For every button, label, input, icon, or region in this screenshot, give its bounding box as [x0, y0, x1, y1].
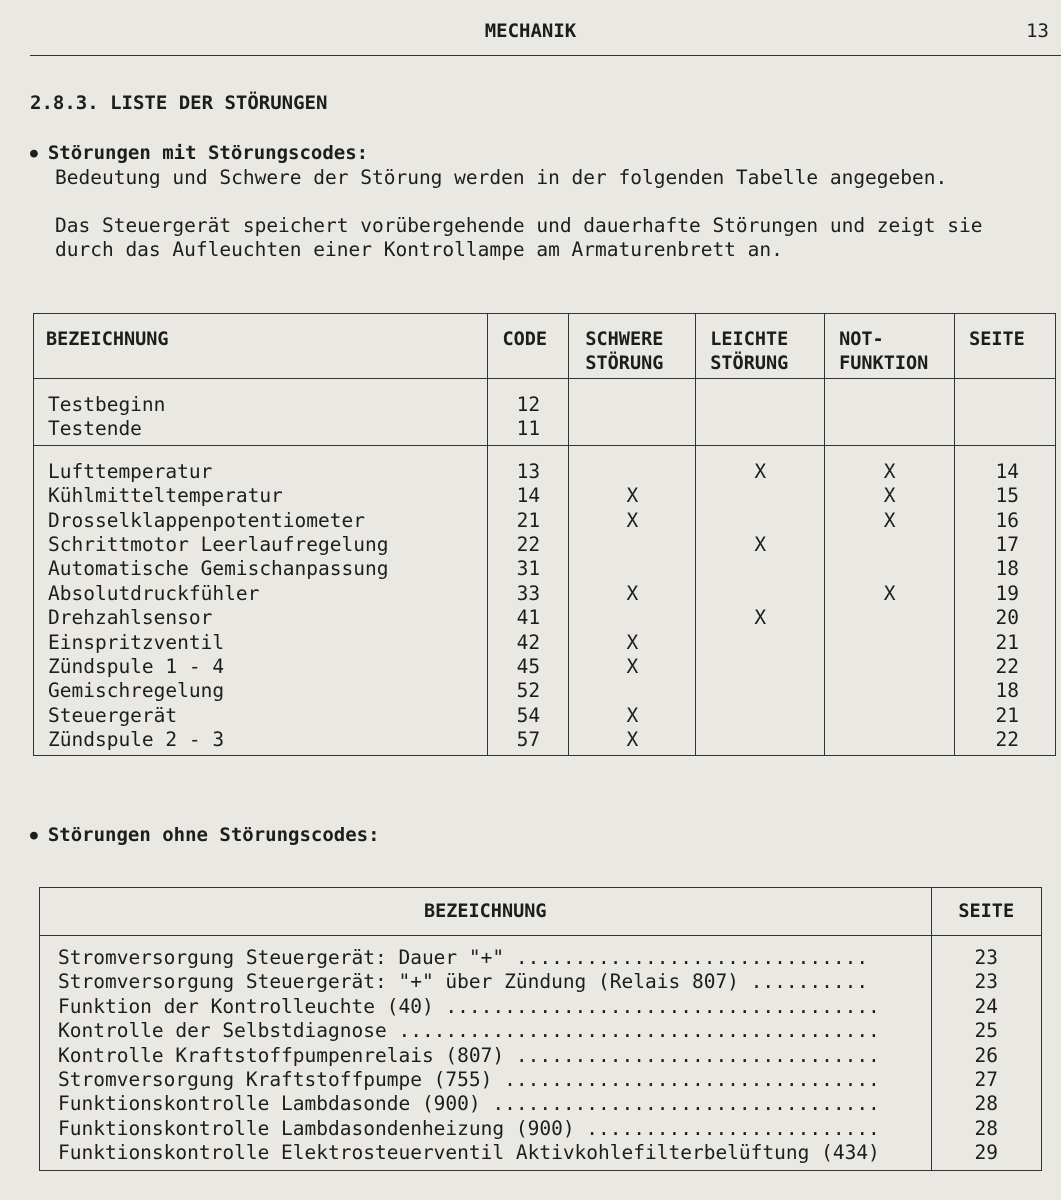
cell-name: Absolutdruckfühler	[48, 581, 260, 605]
col-header-seite: SEITE	[931, 888, 1042, 936]
cell-code: 52	[516, 679, 541, 703]
cell-code: 45	[516, 654, 541, 678]
cell-leicht: X	[754, 459, 767, 483]
fault-list-table	[39, 887, 1042, 1171]
cell-name: Stromversorgung Steuergerät: "+" über Zündung (Relais 807) ..........	[58, 970, 869, 994]
cell-code: 41	[516, 606, 541, 630]
cell-code: 13	[516, 459, 541, 483]
table-header-row	[34, 314, 1056, 379]
fault-code-table	[33, 313, 1056, 756]
cell-schwer	[569, 606, 695, 630]
cell-seite: 14	[995, 459, 1019, 483]
col-header-leicht	[696, 314, 825, 379]
cell-leicht: X	[754, 606, 767, 630]
cell-not: X	[883, 508, 896, 532]
cell-not: X	[883, 484, 896, 508]
code-col	[488, 379, 569, 446]
cell-leicht	[696, 728, 824, 752]
cell-schwer	[569, 679, 695, 703]
cell-seite: 16	[995, 508, 1019, 532]
bullet-heading-text: Störungen mit Störungscodes:	[47, 142, 369, 164]
page-number: 13	[1026, 20, 1049, 42]
cell-schwer	[569, 533, 695, 557]
cell-seite: 24	[974, 994, 998, 1018]
cell-seite: 22	[995, 654, 1019, 678]
cell-not	[825, 631, 954, 655]
cell-leicht	[696, 631, 824, 655]
name-col	[34, 379, 488, 446]
cell-seite: 17	[995, 532, 1019, 556]
seite-col	[955, 445, 1056, 756]
col-header-schwer	[569, 314, 696, 379]
bullet-heading-without-codes	[30, 824, 380, 846]
leicht-col	[696, 445, 825, 756]
cell-name: Drosselklappenpotentiometer	[48, 508, 365, 532]
cell-leicht	[696, 704, 824, 728]
header-line: SCHWERE	[585, 329, 664, 350]
cell-name: Einspritzventil	[48, 630, 225, 654]
seite-col	[931, 936, 1042, 1171]
cell-seite: 19	[995, 581, 1019, 605]
cell-seite: 18	[995, 679, 1019, 703]
cell-name: Kontrolle Kraftstoffpumpenrelais (807) ...............................	[58, 1043, 880, 1067]
bullet-heading-with-codes	[30, 142, 368, 164]
schwer-col	[569, 445, 696, 756]
cell-name: Kontrolle der Selbstdiagnose .........................................	[58, 1019, 880, 1043]
cell-seite: 21	[995, 630, 1019, 654]
cell-name: Zündspule 2 - 3	[48, 728, 225, 752]
cell-name: Funktionskontrolle Elektrosteuerventil Aktivkohlefilterbelüftung (434)	[58, 1141, 880, 1165]
section-title: 2.8.3. LISTE DER STÖRUNGEN	[30, 92, 328, 114]
cell-schwer: X	[626, 703, 639, 727]
cell-leicht	[696, 655, 824, 679]
cell-seite: 23	[974, 946, 998, 969]
cell-seite: 20	[995, 606, 1019, 630]
cell-name: Testbeginn	[48, 393, 166, 416]
header-line: FUNKTION	[839, 353, 929, 374]
header-line: NOT-	[839, 329, 884, 350]
cell-schwer	[569, 417, 695, 441]
cell-name: Steuergerät	[48, 703, 178, 727]
cell-not	[825, 393, 954, 417]
leicht-col	[696, 379, 825, 446]
cell-name: Testende	[48, 417, 142, 441]
intro-line: Bedeutung und Schwere der Störung werden in der folgenden Tabelle angegeben.	[55, 166, 948, 189]
table-body-row	[40, 936, 1042, 1171]
name-col	[40, 936, 932, 1171]
col-header-name: BEZEICHNUNG	[34, 314, 488, 379]
cell-code: 22	[516, 532, 541, 556]
table-group-test	[34, 379, 1056, 446]
cell-name: Funktion der Kontrolleuchte (40) .....................................	[58, 994, 880, 1018]
cell-code: 33	[516, 581, 541, 605]
cell-not	[825, 655, 954, 679]
cell-not: X	[883, 459, 896, 483]
cell-not: X	[883, 581, 896, 605]
bullet-heading-text: Störungen ohne Störungscodes:	[47, 824, 380, 846]
header-line: LEICHTE	[710, 329, 789, 350]
cell-schwer: X	[626, 630, 639, 654]
cell-seite: 18	[995, 557, 1019, 581]
cell-schwer	[569, 460, 695, 484]
cell-not	[825, 728, 954, 752]
col-header-code: CODE	[488, 314, 569, 379]
cell-code: 31	[516, 557, 541, 581]
header-rule	[30, 55, 1061, 56]
cell-code: 21	[516, 508, 541, 532]
cell-name: Stromversorgung Kraftstoffpumpe (755) ................................	[58, 1067, 880, 1091]
cell-name: Stromversorgung Steuergerät: Dauer "+" ..............................	[58, 946, 869, 969]
seite-col	[955, 379, 1056, 446]
cell-schwer: X	[626, 728, 639, 752]
cell-seite: 21	[995, 703, 1019, 727]
cell-leicht	[696, 417, 824, 441]
cell-seite	[955, 417, 1019, 441]
table-header-row	[40, 888, 1042, 936]
col-header-seite: SEITE	[955, 314, 1056, 379]
cell-not	[825, 606, 954, 630]
cell-leicht	[696, 509, 824, 533]
cell-not	[825, 704, 954, 728]
cell-seite: 29	[974, 1141, 998, 1165]
cell-leicht	[696, 484, 824, 508]
cell-name: Lufttemperatur	[48, 459, 213, 483]
col-header-not	[825, 314, 955, 379]
cell-name: Automatische Gemischanpassung	[48, 557, 389, 581]
cell-leicht: X	[754, 532, 767, 556]
not-col	[825, 445, 955, 756]
cell-name: Gemischregelung	[48, 679, 225, 703]
cell-schwer: X	[626, 654, 639, 678]
header-line: STÖRUNG	[585, 353, 664, 374]
cell-seite: 27	[974, 1067, 998, 1091]
cell-name: Schrittmotor Leerlaufregelung	[48, 532, 389, 556]
cell-seite: 26	[974, 1043, 998, 1067]
cell-code: 54	[516, 703, 541, 727]
table-group-faults	[34, 445, 1056, 756]
not-col	[825, 379, 955, 446]
cell-schwer: X	[626, 484, 639, 508]
schwer-col	[569, 379, 696, 446]
cell-schwer: X	[626, 581, 639, 605]
cell-name: Kühlmitteltemperatur	[48, 484, 283, 508]
cell-schwer	[569, 393, 695, 417]
cell-leicht	[696, 679, 824, 703]
cell-code: 57	[516, 728, 541, 752]
cell-leicht	[696, 582, 824, 606]
cell-schwer	[569, 557, 695, 581]
cell-not	[825, 557, 954, 581]
cell-code: 12	[516, 393, 541, 416]
para-line-2: durch das Aufleuchten einer Kontrollampe am Armaturenbrett an.	[55, 238, 783, 261]
cell-seite	[955, 393, 1019, 417]
cell-seite: 25	[974, 1019, 998, 1043]
col-header-name: BEZEICHNUNG	[40, 888, 932, 936]
cell-code: 42	[516, 630, 541, 654]
cell-seite: 28	[974, 1092, 998, 1116]
name-col	[34, 445, 488, 756]
cell-not	[825, 533, 954, 557]
cell-seite: 15	[995, 484, 1019, 508]
code-col	[488, 445, 569, 756]
cell-name: Drehzahlsensor	[48, 606, 213, 630]
cell-leicht	[696, 557, 824, 581]
cell-code: 14	[516, 484, 541, 508]
cell-seite: 23	[974, 970, 998, 994]
cell-schwer: X	[626, 508, 639, 532]
cell-name: Funktionskontrolle Lambdasonde (900) .................................	[58, 1092, 880, 1116]
cell-leicht	[696, 393, 824, 417]
cell-code: 11	[516, 417, 541, 441]
cell-not	[825, 679, 954, 703]
page-header-title: MECHANIK	[484, 20, 577, 42]
cell-name: Zündspule 1 - 4	[48, 654, 225, 678]
cell-not	[825, 417, 954, 441]
cell-name: Funktionskontrolle Lambdasondenheizung (900) .........................	[58, 1116, 880, 1140]
cell-seite: 28	[974, 1116, 998, 1140]
cell-seite: 22	[995, 728, 1019, 752]
header-line: STÖRUNG	[710, 353, 789, 374]
para-line-1: Das Steuergerät speichert vorübergehende und dauerhafte Störungen und zeigt sie	[55, 214, 983, 237]
